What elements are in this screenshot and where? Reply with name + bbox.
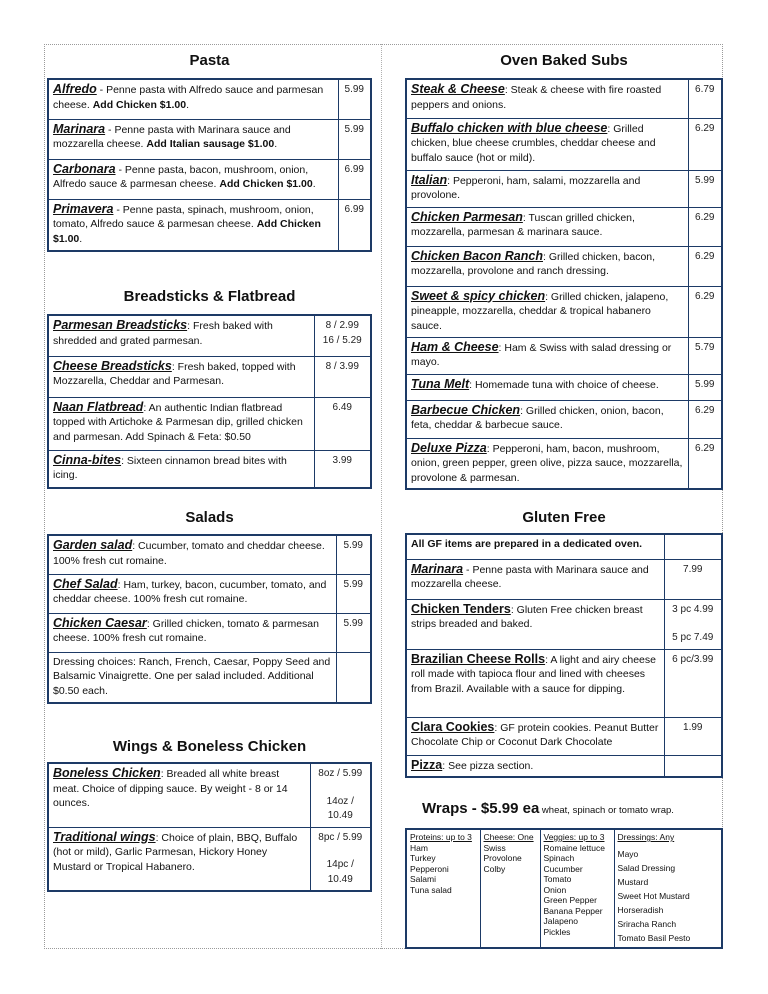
gf-note: All GF items are prepared in a dedicated oven.: [406, 534, 664, 559]
table-row: [48, 397, 371, 450]
item-end: .: [79, 232, 83, 245]
item-desc: : Homemade tuna with choice of cheese.: [469, 378, 659, 391]
item-price: 6.29: [688, 118, 722, 170]
item-desc: - Penne pasta with Marinara sauce and mozzarella cheese.: [411, 563, 649, 590]
table-row: [48, 315, 371, 356]
item-price: 6.99: [338, 159, 371, 199]
item-name: Pizza: [411, 757, 443, 772]
column-divider: [381, 44, 382, 949]
item-desc: : Grilled chicken, blue cheese crumbles, cheddar cheese and buffalo sauce (hot or mild).: [411, 122, 656, 164]
item-price-large: 16 / 5.29: [322, 334, 362, 346]
item-desc: : Breaded all white breast meat. Choice of dipping sauce. By weight - 8 or 14 ounces.: [53, 768, 288, 809]
item-name: Deluxe Pizza: [411, 440, 487, 455]
item-price: 6.29: [688, 400, 722, 438]
breadsticks-title: Breadsticks & Flatbread: [123, 288, 296, 305]
item-extra: Add Chicken $1.00: [92, 98, 187, 111]
item-name: Chicken Caesar: [53, 615, 147, 630]
table-row: [406, 286, 722, 337]
item-price: 8 / 3.99: [314, 356, 371, 397]
item-price: 6.29: [688, 207, 722, 246]
item-desc: : A light and airy cheese roll made with tapioca flour and lined with cheeses from Brazil. Available with a sauce for dipping.: [411, 653, 656, 695]
table-row: [406, 400, 722, 438]
item-name: Sweet & spicy chicken: [411, 288, 546, 303]
item-price-large: 14pc / 10.49: [326, 859, 354, 885]
table-row: [48, 827, 371, 891]
table-row: [406, 559, 722, 599]
table-row: [406, 829, 722, 948]
table-row: [48, 574, 371, 613]
item-name: Brazilian Cheese Rolls: [411, 651, 546, 666]
item-desc: : Pepperoni, ham, salami, mozzarella and provolone.: [411, 174, 641, 201]
table-row: [48, 79, 371, 119]
item-name: Buffalo chicken with blue cheese: [411, 120, 608, 135]
item-name: Chicken Bacon Ranch: [411, 248, 543, 263]
item-price-large: 5 pc 7.49: [672, 632, 714, 643]
item-name: Chicken Tenders: [411, 601, 511, 616]
table-row: [406, 207, 722, 246]
item-desc: : GF protein cookies. Peanut Butter Chocolate Chip or Coconut Dark Chocolate: [411, 721, 659, 748]
item-price-large: 14oz / 10.49: [326, 795, 354, 821]
item-name: Garden salad: [53, 538, 133, 552]
item-name: Chef Salad: [53, 576, 118, 591]
item-desc: : Grilled chicken, jalapeno, pineapple, mozzarella, cheddar & tropical habanero sauce.: [411, 290, 669, 332]
item-desc: : Choice of plain, BBQ, Buffalo (hot or mild), Garlic Parmesan, Hickory Honey Mustard or Tropical Habanero.: [53, 831, 298, 873]
item-price: 5.99: [336, 613, 371, 652]
item-desc: : Cucumber, tomato and cheddar cheese. 100% fresh cut romaine.: [53, 540, 325, 567]
item-desc: : Fresh baked with shredded and grated parmesan.: [53, 320, 273, 347]
item-desc: - Penne pasta, bacon, mushroom, onion, Alfredo sauce & parmesan cheese.: [53, 163, 309, 190]
table-row: [406, 717, 722, 755]
item-price: 6 pc/3.99: [664, 649, 722, 717]
wraps-subtitle: wheat, spinach or tomato wrap.: [539, 805, 674, 816]
item-price: 5.79: [688, 337, 722, 374]
wraps-table: [405, 828, 723, 949]
item-name: Primavera: [53, 201, 114, 216]
table-row: [406, 374, 722, 400]
wings-table: [47, 762, 372, 892]
wraps-heading: Wraps - $5.99 ea: [422, 800, 540, 817]
item-name: Cheese Breadsticks: [53, 358, 172, 373]
item-name: Steak & Cheese: [411, 82, 505, 96]
item-price: 6.99: [338, 199, 371, 251]
table-row: [406, 755, 722, 777]
item-price: 6.29: [688, 438, 722, 489]
wraps-dressings-head: Dressings: Any: [617, 832, 675, 842]
item-name: Cinna-bites: [53, 452, 122, 467]
item-name: Traditional wings: [53, 829, 156, 844]
item-price: 5.99: [336, 535, 371, 574]
wraps-title: [422, 800, 674, 817]
item-end: .: [186, 98, 189, 111]
item-name: Naan Flatbread: [53, 399, 144, 414]
item-desc: : Sixteen cinnamon bread bites with icing.: [53, 454, 287, 481]
item-desc: : Ham & Swiss with salad dressing or mayo.: [411, 341, 672, 368]
pasta-title: Pasta: [189, 52, 230, 69]
item-desc: : Ham, turkey, bacon, cucumber, tomato, and cheddar cheese. 100% fresh cut romaine.: [53, 578, 327, 605]
item-name: Clara Cookies: [411, 719, 495, 734]
table-row: [48, 535, 371, 574]
item-name: Marinara: [53, 121, 106, 136]
item-price: 6.79: [688, 79, 722, 118]
item-price: 5.99: [688, 170, 722, 207]
wraps-proteins-head: Proteins: up to 3: [410, 832, 472, 842]
salads-table: [47, 534, 372, 704]
item-end: .: [274, 138, 278, 150]
item-name: Parmesan Breadsticks: [53, 318, 188, 332]
item-desc: : Gluten Free chicken breast strips breaded and baked.: [411, 603, 643, 630]
pasta-table: [47, 78, 372, 252]
wraps-veggies-list: Romaine lettuce Spinach Cucumber Tomato Onion Green Pepper Banana Pepper Jalapeno Pickles: [543, 842, 605, 937]
item-desc: - Penne pasta, spinach, mushroom, onion, tomato, Alfredo sauce & parmesan cheese.: [53, 203, 314, 230]
item-name: Chicken Parmesan: [411, 209, 523, 224]
item-desc: : Pepperoni, ham, bacon, mushroom, onion, green pepper, green olive, pizza sauce, mozzarella, provolone & parmesan.: [411, 442, 683, 484]
table-row: [48, 450, 371, 488]
item-price: 5.99: [338, 119, 371, 159]
item-desc: : Steak & cheese with fire roasted peppers and onions.: [411, 84, 662, 111]
salads-title: Salads: [185, 509, 234, 526]
item-end: .: [312, 178, 316, 190]
wraps-cheese-head: Cheese: One: [483, 832, 534, 842]
table-row: [406, 649, 722, 717]
subs-table: [405, 78, 723, 490]
item-price: 6.29: [688, 246, 722, 286]
item-price: 8oz / 5.99: [318, 768, 363, 779]
item-extra: Add Chicken $1.00: [53, 218, 321, 245]
table-row: [406, 534, 722, 559]
table-row: [48, 613, 371, 652]
table-row: [48, 119, 371, 159]
table-row: [48, 199, 371, 251]
item-desc: - Penne pasta with Alfredo sauce and parmesan cheese.: [53, 84, 324, 111]
item-price: 1.99: [664, 717, 722, 755]
item-price: 3.99: [314, 450, 371, 488]
table-row: [48, 652, 371, 703]
item-price: [664, 755, 722, 777]
item-desc: : Grilled chicken, tomato & parmesan cheese. 100% fresh cut romaine.: [53, 617, 319, 644]
item-desc: : Fresh baked, topped with Mozzarella, Cheddar and Parmesan.: [53, 360, 296, 387]
wraps-veggies-head: Veggies: up to 3: [543, 832, 605, 842]
item-desc: - Penne pasta with Marinara sauce and mozzarella cheese.: [53, 123, 291, 150]
wraps-proteins-list: Ham Turkey Pepperoni Salami Tuna salad: [410, 842, 452, 895]
item-name: Marinara: [411, 561, 464, 576]
table-row: [406, 79, 722, 118]
item-price: 3 pc 4.99: [672, 603, 714, 615]
table-row: [406, 438, 722, 489]
item-name: Italian: [411, 172, 448, 187]
item-extra: Add Italian sausage $1.00: [146, 138, 275, 150]
wings-title: Wings & Boneless Chicken: [112, 738, 307, 755]
item-price: 6.49: [314, 397, 371, 450]
item-desc: : See pizza section.: [442, 759, 534, 772]
item-desc: : Tuscan grilled chicken, mozzarella, parmesan & marinara sauce.: [411, 211, 635, 238]
breadsticks-table: [47, 314, 372, 489]
item-name: Tuna Melt: [411, 376, 470, 391]
table-row: [406, 337, 722, 374]
table-row: [406, 246, 722, 286]
item-price: 7.99: [664, 559, 722, 599]
table-row: [48, 356, 371, 397]
wraps-cheese-list: Swiss Provolone Colby: [483, 842, 522, 874]
item-name: Boneless Chicken: [53, 766, 161, 780]
item-desc: : Grilled chicken, bacon, mozzarella, provolone and ranch dressing.: [411, 250, 656, 277]
item-price: 6.29: [688, 286, 722, 337]
item-price: 5.99: [688, 374, 722, 400]
item-price: 5.99: [336, 574, 371, 613]
item-name: Barbecue Chicken: [411, 402, 521, 417]
wraps-dressings-list: Mayo Salad Dressing Mustard Sweet Hot Mustard Horseradish Sriracha Ranch Tomato Basil Pesto: [617, 848, 691, 943]
dressing-note: Dressing choices: Ranch, French, Caesar, Poppy Seed and Balsamic Vinaigrette. One per salad included. Additional $0.50 each.: [48, 652, 336, 703]
item-price: 8 / 2.99: [325, 320, 359, 331]
table-row: [406, 170, 722, 207]
item-extra: Add Chicken $1.00: [219, 178, 313, 190]
table-row: [48, 159, 371, 199]
item-price: 5.99: [338, 79, 371, 119]
table-row: [406, 118, 722, 170]
item-name: Ham & Cheese: [411, 339, 499, 354]
item-desc: : An authentic Indian flatbread topped with Artichoke & Parmesan dip, grilled chicken and parmesan. Add Spinach & Feta: $0.50: [53, 401, 303, 443]
item-name: Carbonara: [53, 161, 116, 176]
gluten-free-table: [405, 533, 723, 778]
item-desc: : Grilled chicken, onion, bacon, feta, cheddar & barbecue sauce.: [411, 404, 664, 431]
subs-title: Oven Baked Subs: [500, 52, 628, 69]
table-row: [48, 763, 371, 827]
table-row: [406, 599, 722, 649]
gluten-free-title: Gluten Free: [522, 509, 606, 526]
item-name: Alfredo: [53, 82, 97, 96]
item-price: 8pc / 5.99: [318, 831, 363, 843]
